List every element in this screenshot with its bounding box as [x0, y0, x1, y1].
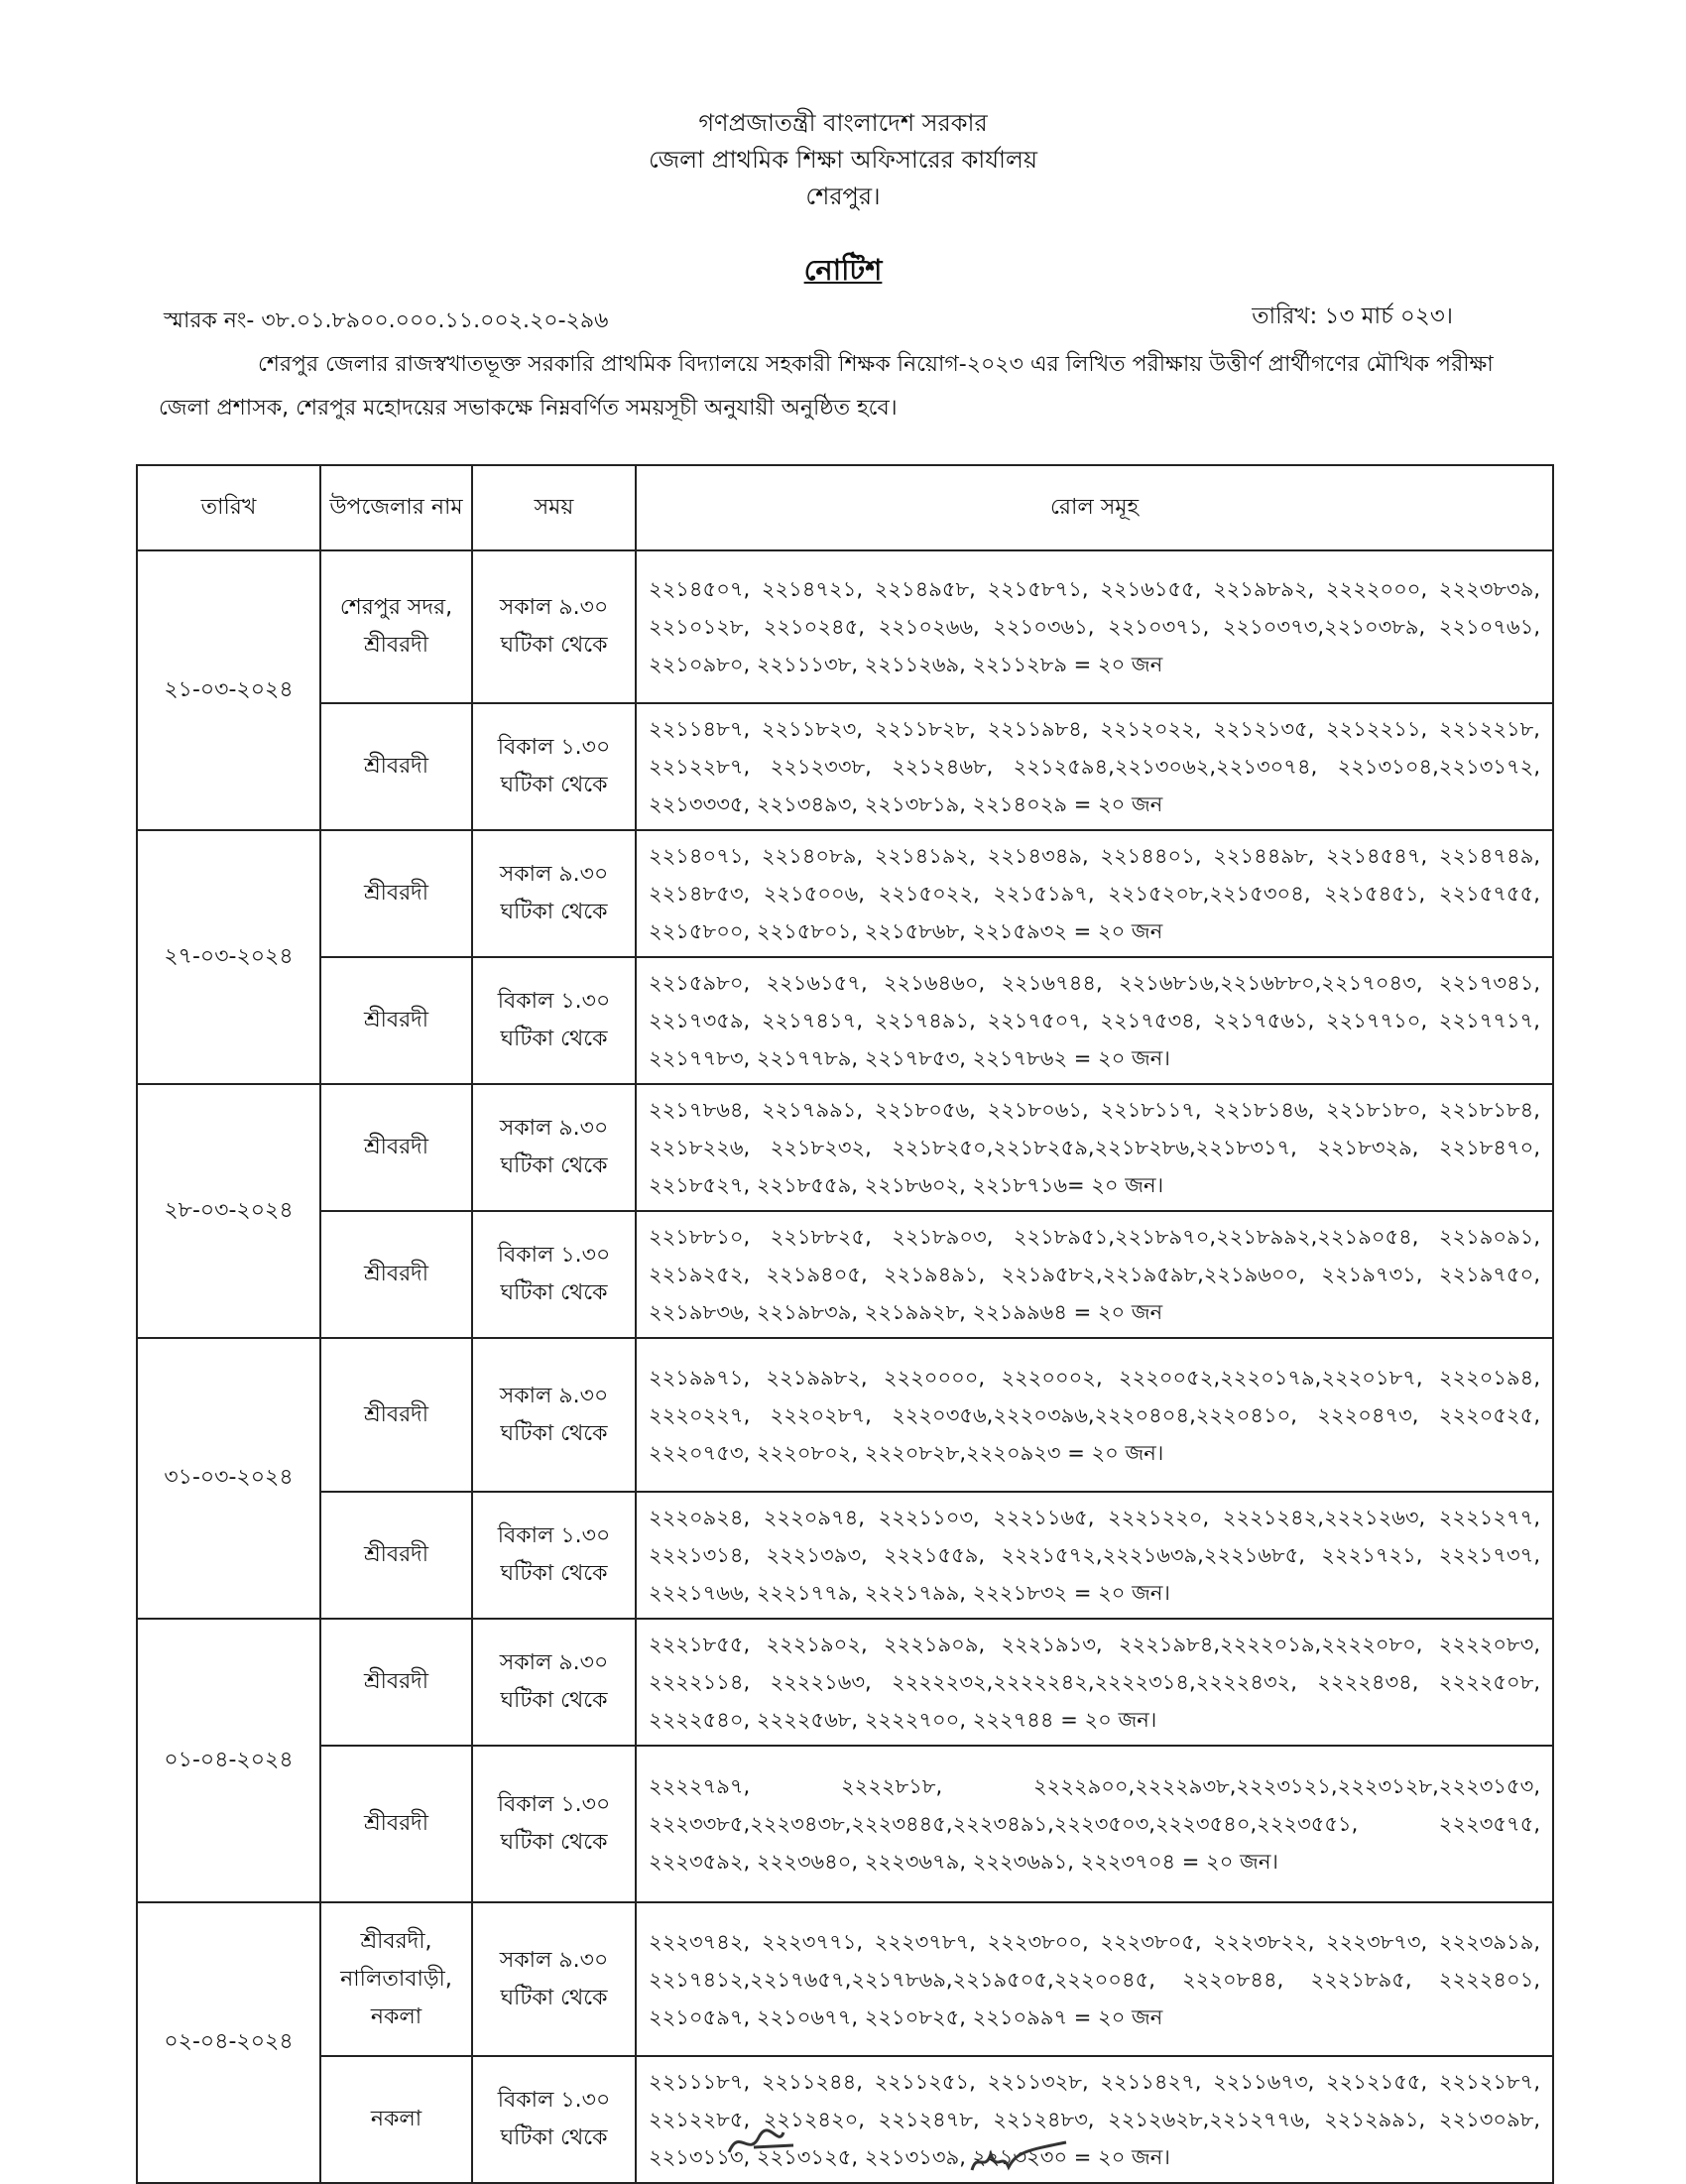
upazila-name: শ্রীবরদী, নালিতাবাড়ী, নকলা [320, 1902, 472, 2056]
table-row [137, 703, 1553, 830]
session-time: বিকাল ১.৩০ ঘটিকা থেকে [472, 1492, 636, 1619]
table-row [137, 1084, 1553, 1211]
roll-numbers: ২২১৪০৭১, ২২১৪০৮৯, ২২১৪১৯২, ২২১৪৩৪৯, ২২১৪৪০১, ২২১৪৪৯৮, ২২১৪৫৪৭, ২২১৪৭৪৯, ২২১৪৮৫৩, ২২১৫০০৬, ২২১৫০২২, ২২১৫১৯৭, ২২১৫২০৮,২২১৫৩০৪, ২২১৫৪৫১, ২২১৫৭৫৫, ২২১৫৮০০, ২২১৫৮০১, ২২১৫৮৬৮, ২২১৫৯৩২ = ২০ জন [636, 830, 1553, 957]
header-time: সময় [472, 465, 636, 550]
upazila-name: শেরপুর সদর, শ্রীবরদী [320, 550, 472, 703]
roll-numbers: ২২১৭৮৬৪, ২২১৭৯৯১, ২২১৮০৫৬, ২২১৮০৬১, ২২১৮১১৭, ২২১৮১৪৬, ২২১৮১৮০, ২২১৮১৮৪, ২২১৮২২৬, ২২১৮২৩২, ২২১৮২৫০,২২১৮২৫৯,২২১৮২৮৬,২২১৮৩১৭, ২২১৮৩২৯, ২২১৮৪৭০, ২২১৮৫২৭, ২২১৮৫৫৯, ২২১৮৬০২, ২২১৮৭১৬= ২০ জন। [636, 1084, 1553, 1211]
notice-date: তারিখ: ১৩ মার্চ ০২৩। [1252, 303, 1453, 329]
table-row [137, 1619, 1553, 1746]
table-row [137, 1211, 1553, 1338]
table-row [137, 1902, 1553, 2056]
office-name: জেলা প্রাথমিক শিক্ষা অফিসারের কার্যালয় [648, 146, 1038, 174]
office-header [0, 105, 1686, 215]
header-date: তারিখ [137, 465, 320, 550]
notice-title: নোটিশ [803, 253, 883, 287]
schedule-date: ০২-০৪-২০২৪ [137, 1902, 320, 2183]
upazila-name: শ্রীবরদী [320, 1746, 472, 1902]
session-time: সকাল ৯.৩০ ঘটিকা থেকে [472, 1338, 636, 1492]
memo-number: স্মারক নং- ৩৮.০১.৮৯০০.০০০.১১.০০২.২০-২৯৬ [164, 308, 609, 333]
header-rolls: রোল সমূহ [636, 465, 1553, 550]
roll-numbers: ২২১৮৮১০, ২২১৮৮২৫, ২২১৮৯০৩, ২২১৮৯৫১,২২১৮৯৭০,২২১৮৯৯২,২২১৯০৫৪, ২২১৯০৯১, ২২১৯২৫২, ২২১৯৪০৫, ২২১৯৪৯১, ২২১৯৫৮২,২২১৯৫৯৮,২২১৯৬০০, ২২১৯৭৩১, ২২১৯৭৫০, ২২১৯৮৩৬, ২২১৯৮৩৯, ২২১৯৯২৮, ২২১৯৯৬৪ = ২০ জন [636, 1211, 1553, 1338]
upazila-name: শ্রীবরদী [320, 957, 472, 1084]
session-time: বিকাল ১.৩০ ঘটিকা থেকে [472, 1746, 636, 1902]
upazila-name: শ্রীবরদী [320, 830, 472, 957]
schedule-date: ০১-০৪-২০২৪ [137, 1619, 320, 1902]
roll-numbers: ২২২০৯২৪, ২২২০৯৭৪, ২২২১১০৩, ২২২১১৬৫, ২২২১২২০, ২২২১২৪২,২২২১২৬৩, ২২২১২৭৭, ২২২১৩১৪, ২২২১৩৯৩, ২২২১৫৫৯, ২২২১৫৭২,২২২১৬৩৯,২২২১৬৮৫, ২২২১৭২১, ২২২১৭৩৭, ২২২১৭৬৬, ২২২১৭৭৯, ২২২১৭৯৯, ২২২১৮৩২ = ২০ জন। [636, 1492, 1553, 1619]
roll-numbers: ২২২১৮৫৫, ২২২১৯০২, ২২২১৯০৯, ২২২১৯১৩, ২২২১৯৮৪,২২২২০১৯,২২২২০৮০, ২২২২০৮৩, ২২২২১১৪, ২২২২১৬৩, ২২২২২৩২,২২২২২৪২,২২২২৩১৪,২২২২৪৩২, ২২২২৪৩৪, ২২২২৫০৮, ২২২২৫৪০, ২২২২৫৬৮, ২২২২৭০০, ২২২৭৪৪ = ২০ জন। [636, 1619, 1553, 1746]
table-header-row [137, 465, 1553, 550]
upazila-name: শ্রীবরদী [320, 1338, 472, 1492]
roll-numbers: ২২১১৪৮৭, ২২১১৮২৩, ২২১১৮২৮, ২২১১৯৮৪, ২২১২০২২, ২২১২১৩৫, ২২১২২১১, ২২১২২১৮, ২২১২২৮৭, ২২১২৩৩৮, ২২১২৪৬৮, ২২১২৫৯৪,২২১৩০৬২,২২১৩০৭৪, ২২১৩১০৪,২২১৩১৭২, ২২১৩৩৩৫, ২২১৩৪৯৩, ২২১৩৮১৯, ২২১৪০২৯ = ২০ জন [636, 703, 1553, 830]
session-time: বিকাল ১.৩০ ঘটিকা থেকে [472, 2056, 636, 2183]
govt-name: গণপ্রজাতন্ত্রী বাংলাদেশ সরকার [698, 109, 988, 137]
session-time: বিকাল ১.৩০ ঘটিকা থেকে [472, 957, 636, 1084]
table-row [137, 830, 1553, 957]
roll-numbers: ২২১১১৮৭, ২২১১২৪৪, ২২১১২৫১, ২২১১৩২৮, ২২১১৪২৭, ২২১১৬৭৩, ২২১২১৫৫, ২২১২১৮৭, ২২১২২৮৫, ২২১২৪২০, ২২১২৪৭৮, ২২১২৪৮৩, ২২১২৬২৮,২২১২৭৭৬, ২২১২৯৯১, ২২১৩০৯৮, ২২১৩১১৩, ২২১৩১২৫, ২২১৩১৩৯, ২২১৩২৩০ = ২০ জন। [636, 2056, 1553, 2183]
roll-numbers: ২২১৫৯৮০, ২২১৬১৫৭, ২২১৬৪৬০, ২২১৬৭৪৪, ২২১৬৮১৬,২২১৬৮৮০,২২১৭০৪৩, ২২১৭৩৪১, ২২১৭৩৫৯, ২২১৭৪১৭, ২২১৭৪৯১, ২২১৭৫০৭, ২২১৭৫৩৪, ২২১৭৫৬১, ২২১৭৭১০, ২২১৭৭১৭, ২২১৭৭৮৩, ২২১৭৭৮৯, ২২১৭৮৫৩, ২২১৭৮৬২ = ২০ জন। [636, 957, 1553, 1084]
intro-paragraph: শেরপুর জেলার রাজস্বখাতভূক্ত সরকারি প্রাথমিক বিদ্যালয়ে সহকারী শিক্ষক নিয়োগ-২০২৩ এর লিখিত পরীক্ষায় উত্তীর্ণ প্রার্থীগণের মৌখিক পরীক্ষা জেলা প্রশাসক, শেরপুর মহোদয়ের সভাকক্ষে নিম্নবর্ণিত সময়সূচী অনুযায়ী অনুষ্ঠিত হবে। [159, 352, 1494, 421]
upazila-name: শ্রীবরদী [320, 703, 472, 830]
signature-2 [967, 2132, 1076, 2177]
table-row [137, 957, 1553, 1084]
upazila-name: শ্রীবরদী [320, 1211, 472, 1338]
upazila-name: নকলা [320, 2056, 472, 2183]
session-time: বিকাল ১.৩০ ঘটিকা থেকে [472, 1211, 636, 1338]
roll-numbers: ২২২২৭৯৭, ২২২২৮১৮, ২২২২৯০০,২২২২৯৩৮,২২২৩১২১,২২২৩১২৮,২২২৩১৫৩, ২২২৩৩৮৫,২২২৩৪৩৮,২২২৩৪৪৫,২২২৩৪৯১,২২২৩৫০৩,২২২৩৫৪০,২২২৩৫৫১, ২২২৩৫৭৫, ২২২৩৫৯২, ২২২৩৬৪০, ২২২৩৬৭৯, ২২২৩৬৯১, ২২২৩৭০৪ = ২০ জন। [636, 1746, 1553, 1902]
schedule-date: ২১-০৩-২০২৪ [137, 550, 320, 830]
table-row [137, 1746, 1553, 1902]
signature-1 [724, 2118, 813, 2167]
header-upazila: উপজেলার নাম [320, 465, 472, 550]
table-row [137, 1492, 1553, 1619]
table-row [137, 1338, 1553, 1492]
schedule-date: ২৭-০৩-২০২৪ [137, 830, 320, 1084]
session-time: সকাল ৯.৩০ ঘটিকা থেকে [472, 830, 636, 957]
roll-numbers: ২২১৪৫০৭, ২২১৪৭২১, ২২১৪৯৫৮, ২২১৫৮৭১, ২২১৬১৫৫, ২২১৯৮৯২, ২২২২০০০, ২২২৩৮৩৯, ২২১০১২৮, ২২১০২৪৫, ২২১০২৬৬, ২২১০৩৬১, ২২১০৩৭১, ২২১০৩৭৩,২২১০৩৮৯, ২২১০৭৬১, ২২১০৯৮০, ২২১১১৩৮, ২২১১২৬৯, ২২১১২৮৯ = ২০ জন [636, 550, 1553, 703]
upazila-name: শ্রীবরদী [320, 1492, 472, 1619]
session-time: সকাল ৯.৩০ ঘটিকা থেকে [472, 1619, 636, 1746]
table-row [137, 550, 1553, 703]
session-time: সকাল ৯.৩০ ঘটিকা থেকে [472, 1084, 636, 1211]
table-row [137, 2056, 1553, 2183]
upazila-name: শ্রীবরদী [320, 1619, 472, 1746]
session-time: বিকাল ১.৩০ ঘটিকা থেকে [472, 703, 636, 830]
schedule-date: ৩১-০৩-২০২৪ [137, 1338, 320, 1619]
roll-numbers: ২২২৩৭৪২, ২২২৩৭৭১, ২২২৩৭৮৭, ২২২৩৮০০, ২২২৩৮০৫, ২২২৩৮২২, ২২২৩৮৭৩, ২২২৩৯১৯, ২২১৭৪১২,২২১৭৬৫৭,২২১৭৮৬৯,২২১৯৫০৫,২২২০০৪৫, ২২২০৮৪৪, ২২২১৮৯৫, ২২২২৪০১, ২২১০৫৯৭, ২২১০৬৭৭, ২২১০৮২৫, ২২১০৯৯৭ = ২০ জন [636, 1902, 1553, 2056]
office-location: শেরপুর। [805, 182, 881, 210]
schedule-table [136, 464, 1554, 2184]
session-time: সকাল ৯.৩০ ঘটিকা থেকে [472, 550, 636, 703]
session-time: সকাল ৯.৩০ ঘটিকা থেকে [472, 1902, 636, 2056]
upazila-name: শ্রীবরদী [320, 1084, 472, 1211]
roll-numbers: ২২১৯৯৭১, ২২১৯৯৮২, ২২২০০০০, ২২২০০০২, ২২২০০৫২,২২২০১৭৯,২২২০১৮৭, ২২২০১৯৪, ২২২০২২৭, ২২২০২৮৭, ২২২০৩৫৬,২২২০৩৯৬,২২২০৪০৪,২২২০৪১০, ২২২০৪৭৩, ২২২০৫২৫, ২২২০৭৫৩, ২২২০৮০২, ২২২০৮২৮,২২২০৯২৩ = ২০ জন। [636, 1338, 1553, 1492]
schedule-date: ২৮-০৩-২০২৪ [137, 1084, 320, 1338]
